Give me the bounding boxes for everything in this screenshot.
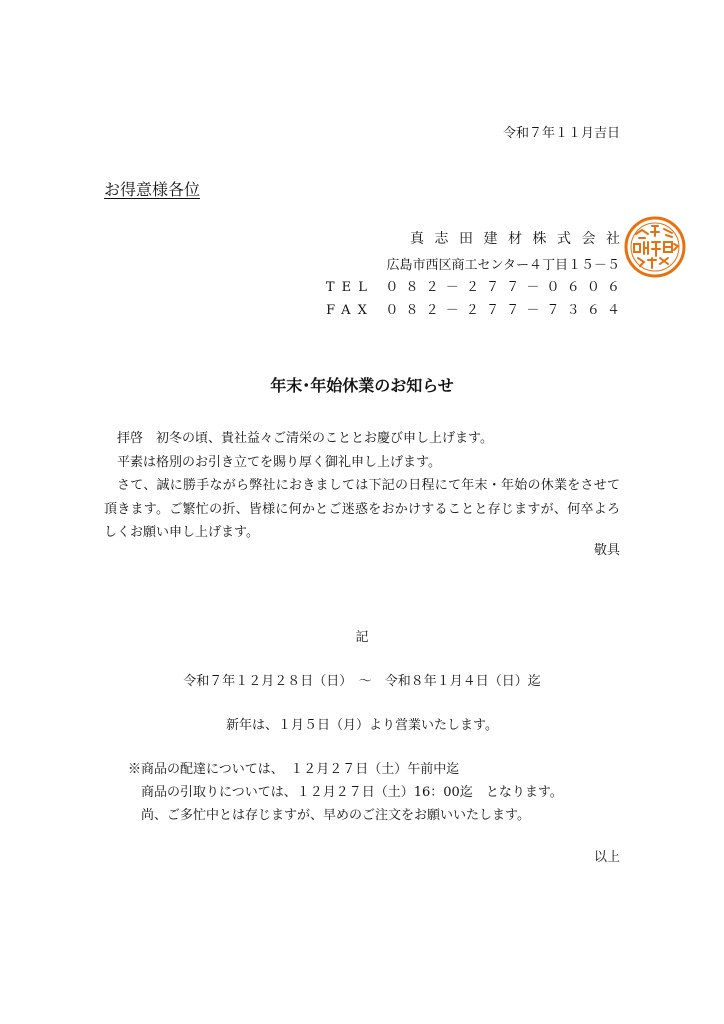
sender-tel: TEL ０８２－２７７－０６０６: [325, 280, 628, 295]
greeting-paragraph: 拝啓 初冬の頃、貴社益々ご清栄のこととお慶び申し上げます。: [117, 431, 493, 446]
pickup-note: 商品の引取りについては、１２月２７日（土）16：00迄 となります。: [141, 785, 563, 800]
ki-heading: 記: [355, 630, 369, 645]
closing-word: 敬具: [593, 543, 620, 558]
order-note: 尚、ご多忙中とは存じますが、早めのご注文をお願いいたします。: [141, 808, 530, 823]
notice-body: [104, 427, 620, 545]
announcement-paragraph: さて、誠に勝手ながら弊社におきましては下記の日程にて年末・年始の休業をさせて頂きます。ご繁忙の折、皆様に何かとご迷惑をおかけすることと存じますが、何卒よろしくお願い申し上げます。: [104, 478, 620, 540]
notes-block: [128, 758, 563, 827]
sender-address: 広島市西区商工センター４丁目１５－５: [386, 258, 620, 273]
document-date: 令和７年１１月吉日: [502, 126, 620, 141]
notice-title: 年末･年始休業のお知らせ: [270, 376, 454, 395]
recipient-line: お得意様各位: [104, 180, 201, 199]
sender-fax: FAX ０８２－２７７－７３６４: [326, 303, 628, 318]
company-seal-icon: [624, 216, 686, 278]
thanks-paragraph: 平素は格別のお引き立てを賜り厚く御礼申し上げます。: [117, 454, 441, 470]
end-word: 以上: [593, 850, 620, 865]
new-year-opening: 新年は、１月５日（月）より営業いたします。: [226, 718, 498, 733]
sender-company: 真志田建材株式会社: [410, 231, 631, 247]
delivery-note: ※商品の配達については、 １２月２７日（土）午前中迄: [128, 762, 460, 777]
closure-period: 令和７年１２月２８日（日） ～ 令和８年１月４日（日）迄: [183, 674, 541, 689]
